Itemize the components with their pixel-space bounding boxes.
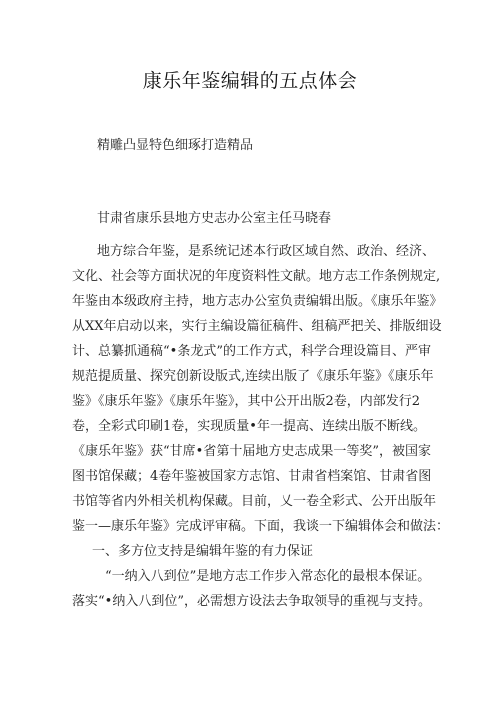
body-line: 落实“•纳入八到位”，必需想方设法去争取领导的重视与支持。 bbox=[72, 594, 431, 609]
page-title: 康乐年鉴编辑的五点体会 bbox=[142, 70, 358, 92]
body-line: 书馆等省内外相关机构保藏。目前，乂一卷全彩式、公开出版年 bbox=[72, 494, 437, 509]
body-line: 文化、社会等方面状况的年度资料性文献。地方志工作条例规定, bbox=[72, 269, 441, 284]
body-line: 年鉴由本级政府主持，地方志办公室负责编辑出版。《康乐年鉴》 bbox=[72, 294, 443, 309]
section-heading: 一、多方位支持是编辑年鉴的有力保证 bbox=[92, 544, 314, 559]
body-line: 卷，全彩式印刷1卷，实现质量•年一提高、连续出版不断线。 bbox=[72, 419, 426, 434]
body-line: 鉴一—康乐年鉴》完成评审稿。下面，我谈一下编辑体会和做法： bbox=[72, 519, 450, 534]
body-line: 《康乐年鉴》获“甘席•省第十届地方史志成果一等奖”，被国家 bbox=[72, 444, 431, 459]
body-line: 计、总纂抓通稿“•条龙式”的工作方式，科学合理设篇目、严审 bbox=[72, 344, 431, 359]
body-line: “一纳入八到位”是地方志工作步入常态化的最根本保证。 bbox=[105, 569, 431, 584]
body-line: 图书馆保藏；4卷年鉴被国家方志馆、甘肃省档案馆、甘肃省图 bbox=[72, 469, 432, 484]
body-line: 地方综合年鉴，是系统记述本行政区域自然、政治、经济、 bbox=[97, 244, 436, 259]
body-line: 规范提质量、探究创新设版式,连续出版了《康乐年鉴》《康乐年 bbox=[72, 369, 434, 384]
body-line: 鉴》《康乐年鉴》《康乐年鉴》，其中公开出版2卷，内部发行2 bbox=[72, 394, 421, 409]
author-line: 甘肃省康乐县地方史志办公室主任马晓春 bbox=[97, 211, 332, 226]
body-line: 从XX年启动以来，实行主编设篇征稿件、组稿严把关、排版细设 bbox=[72, 319, 442, 334]
subtitle: 精雕凸显特色细琢打造精品 bbox=[97, 138, 254, 153]
